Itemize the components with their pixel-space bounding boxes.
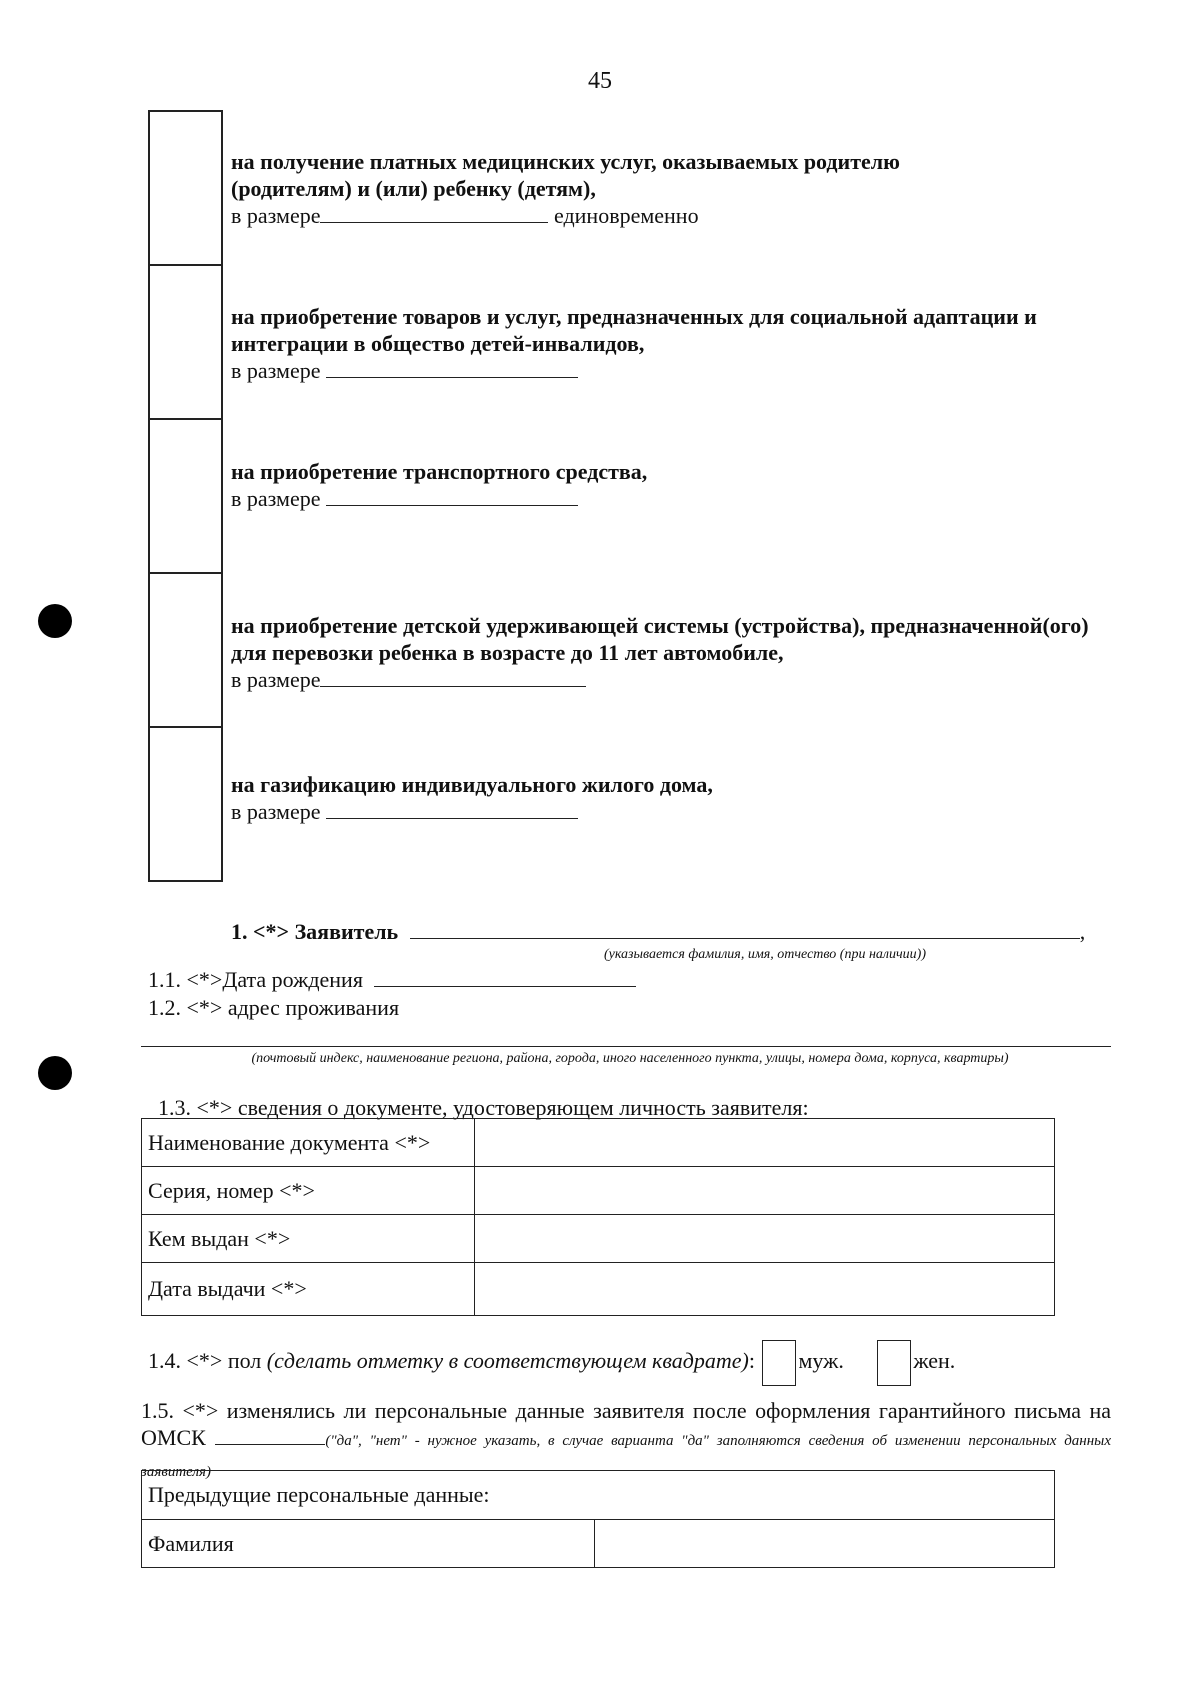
option-2-amount-field[interactable] xyxy=(326,357,578,378)
document-heading: 1.3. <*> сведения о документе, удостоверяющем личность заявителя: xyxy=(158,1095,809,1120)
option-4-amount-field[interactable] xyxy=(320,666,586,687)
address-label: 1.2. <*> адрес проживания xyxy=(148,995,400,1020)
option-2-amount-label: в размере xyxy=(231,358,321,383)
punch-hole-dot xyxy=(38,604,72,638)
table-row xyxy=(142,1119,1055,1167)
previous-data-header: Предыдущие персональные данные: xyxy=(142,1471,1055,1520)
punch-hole-dot xyxy=(38,1056,72,1090)
option-1-amount-label: в размере xyxy=(231,203,321,228)
option-checkbox-5[interactable] xyxy=(148,726,223,882)
doc-date-label: Дата выдачи <*> xyxy=(142,1263,475,1316)
doc-series-field[interactable] xyxy=(475,1167,1055,1215)
option-5-amount-field[interactable] xyxy=(326,798,578,819)
changes-text: 1.5. <*> изменялись ли персональные данные заявителя после оформления гарантийного письма на ОМСК xyxy=(141,1398,1111,1450)
option-1-title: на получение платных медицинских услуг, оказываемых родителю (родителям) и (или) ребенку (детям), xyxy=(231,149,900,201)
female-label: жен. xyxy=(913,1348,956,1373)
doc-date-field[interactable] xyxy=(475,1263,1055,1316)
option-3-title: на приобретение транспортного средства, xyxy=(231,459,648,484)
option-checkbox-4[interactable] xyxy=(148,572,223,728)
applicant-comma: , xyxy=(1079,919,1086,944)
gender-colon: : xyxy=(748,1348,755,1373)
changes-answer-field[interactable] xyxy=(215,1424,325,1445)
option-1 xyxy=(231,148,1131,229)
female-checkbox[interactable] xyxy=(877,1340,911,1386)
option-5-title: на газификацию индивидуального жилого дома, xyxy=(231,772,713,797)
doc-issuer-field[interactable] xyxy=(475,1215,1055,1263)
surname-field[interactable] xyxy=(595,1520,1055,1568)
page-number: 45 xyxy=(588,68,612,94)
option-4-title: на приобретение детской удерживающей системы (устройства), предназначенной(ого) для перевозки ребенка в возрасте до 11 лет автомобиле, xyxy=(231,613,1089,665)
option-5 xyxy=(231,771,1131,825)
option-2 xyxy=(231,303,1131,384)
document-table xyxy=(141,1118,1055,1316)
table-row xyxy=(142,1471,1055,1520)
table-row xyxy=(142,1263,1055,1316)
gender-row xyxy=(148,1336,1098,1386)
birth-date-field[interactable] xyxy=(374,966,636,987)
table-row xyxy=(142,1520,1055,1568)
option-1-suffix: единовременно xyxy=(553,203,699,228)
birth-date-row xyxy=(148,966,848,993)
male-label: муж. xyxy=(798,1348,844,1373)
option-checkbox-2[interactable] xyxy=(148,264,223,420)
option-checkbox-3[interactable] xyxy=(148,418,223,574)
male-checkbox[interactable] xyxy=(762,1340,796,1386)
applicant-row xyxy=(231,918,1111,945)
gender-prefix: 1.4. <*> пол xyxy=(148,1348,267,1373)
address-note: (почтовый индекс, наименование региона, района, города, иного населенного пункта, улицы, номера дома, корпуса, квартиры) xyxy=(251,1051,1009,1066)
table-row xyxy=(142,1167,1055,1215)
previous-data-table xyxy=(141,1470,1055,1568)
doc-series-label: Серия, номер <*> xyxy=(142,1167,475,1215)
option-3-amount-label: в размере xyxy=(231,486,321,511)
doc-name-field[interactable] xyxy=(475,1119,1055,1167)
option-3-amount-field[interactable] xyxy=(326,485,578,506)
option-4 xyxy=(231,612,1131,693)
applicant-name-field[interactable] xyxy=(410,918,1080,939)
table-row xyxy=(142,1215,1055,1263)
applicant-note: (указывается фамилия, имя, отчество (при наличии)) xyxy=(603,947,927,962)
gender-instruction: (сделать отметку в соответствующем квадрате) xyxy=(266,1348,749,1373)
option-checkbox-1[interactable] xyxy=(148,110,223,266)
surname-label: Фамилия xyxy=(142,1520,595,1568)
option-5-amount-label: в размере xyxy=(231,799,321,824)
address-field[interactable] xyxy=(141,1046,1111,1047)
applicant-label: 1. <*> Заявитель xyxy=(231,919,399,944)
birth-date-label: 1.1. <*>Дата рождения xyxy=(148,967,363,992)
option-2-title: на приобретение товаров и услуг, предназначенных для социальной адаптации и интеграции в общество детей-инвалидов, xyxy=(231,304,1037,356)
option-3 xyxy=(231,458,1131,512)
changes-note: ("да", "нет" - нужное указать, в случае варианта "да" заполняются сведения об изменении персональных данных заявителя) xyxy=(141,1433,1111,1480)
doc-name-label: Наименование документа <*> xyxy=(142,1119,475,1167)
doc-issuer-label: Кем выдан <*> xyxy=(142,1215,475,1263)
option-1-amount-field[interactable] xyxy=(320,202,548,223)
option-4-amount-label: в размере xyxy=(231,667,321,692)
